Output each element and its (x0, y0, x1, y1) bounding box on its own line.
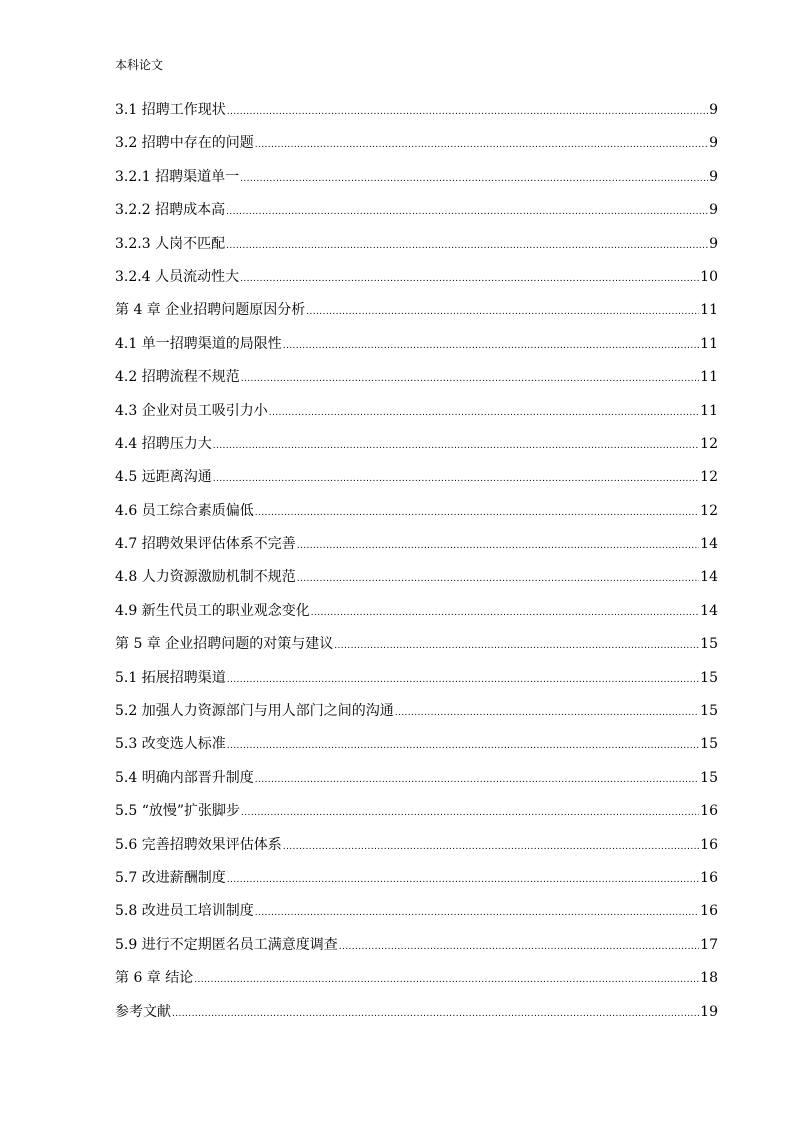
toc-dot-leader (213, 469, 699, 489)
toc-dot-leader (255, 770, 699, 790)
toc-entry[interactable] (115, 467, 718, 500)
toc-dot-leader (213, 436, 699, 456)
toc-entry-title: 4.3 企业对员工吸引力小 (115, 402, 268, 419)
toc-entry-page: 11 (700, 369, 718, 386)
toc-entry-page: 17 (700, 936, 718, 953)
toc-entry-title: 5.4 明确内部晋升制度 (115, 769, 254, 786)
toc-entry-title: 第 5 章 企业招聘问题的对策与建议 (115, 636, 334, 653)
toc-entry-title: 5.8 改进员工培训制度 (115, 903, 254, 920)
toc-entry[interactable] (115, 567, 718, 600)
toc-dot-leader (283, 837, 699, 857)
toc-entry-title: 4.6 员工综合素质偏低 (115, 502, 254, 519)
toc-entry-page: 19 (700, 1003, 718, 1020)
toc-entry-page: 15 (700, 669, 718, 686)
toc-entry[interactable] (115, 868, 718, 901)
toc-dot-leader (283, 336, 699, 356)
toc-entry-page: 10 (700, 268, 718, 285)
toc-entry-title: 4.1 单一招聘渠道的局限性 (115, 335, 282, 352)
toc-entry[interactable] (115, 968, 718, 1001)
toc-dot-leader (255, 135, 708, 155)
toc-entry-page: 9 (709, 235, 718, 252)
toc-entry-page: 14 (700, 536, 718, 553)
toc-entry-page: 15 (700, 736, 718, 753)
toc-dot-leader (334, 636, 699, 656)
toc-entry[interactable] (115, 835, 718, 868)
toc-entry[interactable] (115, 1002, 718, 1035)
toc-dot-leader (255, 903, 699, 923)
toc-entry[interactable] (115, 534, 718, 567)
toc-entry-page: 11 (700, 302, 718, 319)
toc-entry-page: 14 (700, 602, 718, 619)
toc-entry-title: 5.9 进行不定期匿名员工满意度调查 (115, 936, 338, 953)
table-of-contents (115, 100, 718, 1035)
toc-entry-page: 16 (700, 836, 718, 853)
toc-entry-page: 9 (709, 168, 718, 185)
toc-entry[interactable] (115, 601, 718, 634)
toc-entry-page: 18 (700, 970, 718, 987)
toc-entry-title: 5.5 “放慢”扩张脚步 (115, 803, 241, 820)
toc-entry-title: 5.2 加强人力资源部门与用人部门之间的沟通 (115, 703, 394, 720)
toc-dot-leader (241, 369, 699, 389)
toc-entry[interactable] (115, 100, 718, 133)
toc-dot-leader (306, 302, 699, 322)
toc-entry-title: 5.7 改进薪酬制度 (115, 869, 226, 886)
toc-entry-title: 4.5 远距离沟通 (115, 469, 212, 486)
toc-dot-leader (297, 536, 699, 556)
toc-entry[interactable] (115, 401, 718, 434)
toc-entry-page: 16 (700, 903, 718, 920)
toc-entry[interactable] (115, 801, 718, 834)
toc-dot-leader (227, 736, 699, 756)
toc-entry-page: 11 (700, 402, 718, 419)
toc-entry-title: 3.2.4 人员流动性大 (115, 268, 240, 285)
toc-entry-title: 4.7 招聘效果评估体系不完善 (115, 536, 296, 553)
toc-dot-leader (269, 403, 699, 423)
toc-entry-title: 5.3 改变选人标准 (115, 736, 226, 753)
toc-dot-leader (227, 870, 699, 890)
toc-entry[interactable] (115, 200, 718, 233)
toc-entry-title: 3.2.3 人岗不匹配 (115, 235, 226, 252)
toc-entry[interactable] (115, 935, 718, 968)
toc-dot-leader (240, 269, 699, 289)
toc-dot-leader (339, 937, 699, 957)
toc-entry[interactable] (115, 367, 718, 400)
toc-entry-page: 15 (700, 769, 718, 786)
toc-entry[interactable] (115, 133, 718, 166)
toc-dot-leader (241, 803, 699, 823)
toc-entry-page: 9 (709, 202, 718, 219)
toc-entry-page: 9 (709, 102, 718, 118)
toc-entry[interactable] (115, 334, 718, 367)
toc-dot-leader (226, 202, 708, 222)
toc-entry-page: 15 (700, 703, 718, 720)
toc-entry[interactable] (115, 234, 718, 267)
toc-entry-title: 3.1 招聘工作现状 (115, 102, 226, 118)
toc-dot-leader (227, 102, 708, 122)
toc-entry[interactable] (115, 668, 718, 701)
toc-entry-page: 12 (700, 502, 718, 519)
toc-entry-title: 5.1 拓展招聘渠道 (115, 669, 226, 686)
toc-entry-page: 12 (700, 469, 718, 486)
toc-entry-title: 4.9 新生代员工的职业观念变化 (115, 602, 310, 619)
toc-entry[interactable] (115, 300, 718, 333)
toc-entry-page: 12 (700, 435, 718, 452)
toc-dot-leader (255, 503, 699, 523)
toc-entry[interactable] (115, 734, 718, 767)
page-header: 本科论文 (115, 58, 164, 72)
toc-dot-leader (395, 703, 699, 723)
toc-entry-page: 14 (700, 569, 718, 586)
toc-dot-leader (194, 970, 699, 990)
toc-entry-title: 第 6 章 结论 (115, 970, 194, 987)
toc-entry[interactable] (115, 634, 718, 667)
toc-dot-leader (297, 569, 699, 589)
toc-entry[interactable] (115, 501, 718, 534)
toc-entry[interactable] (115, 701, 718, 734)
toc-entry-title: 5.6 完善招聘效果评估体系 (115, 836, 282, 853)
toc-entry-page: 16 (700, 803, 718, 820)
toc-entry-title: 3.2.1 招聘渠道单一 (115, 168, 240, 185)
toc-entry-title: 3.2 招聘中存在的问题 (115, 135, 254, 152)
toc-entry-page: 11 (700, 335, 718, 352)
toc-dot-leader (226, 236, 708, 256)
toc-entry-page: 16 (700, 869, 718, 886)
toc-dot-leader (311, 603, 699, 623)
toc-entry-title: 4.8 人力资源激励机制不规范 (115, 569, 296, 586)
toc-entry-title: 参考文献 (115, 1003, 171, 1020)
toc-entry[interactable] (115, 768, 718, 801)
toc-dot-leader (240, 169, 708, 189)
toc-entry-title: 4.4 招聘压力大 (115, 435, 212, 452)
toc-dot-leader (227, 670, 699, 690)
toc-entry[interactable] (115, 901, 718, 934)
toc-entry-page: 15 (700, 636, 718, 653)
toc-entry-title: 第 4 章 企业招聘问题原因分析 (115, 302, 306, 319)
toc-entry-title: 4.2 招聘流程不规范 (115, 369, 240, 386)
toc-entry[interactable] (115, 267, 718, 300)
toc-dot-leader (172, 1004, 699, 1024)
toc-entry[interactable] (115, 167, 718, 200)
toc-entry-title: 3.2.2 招聘成本高 (115, 202, 226, 219)
toc-entry[interactable] (115, 434, 718, 467)
toc-entry-page: 9 (709, 135, 718, 152)
